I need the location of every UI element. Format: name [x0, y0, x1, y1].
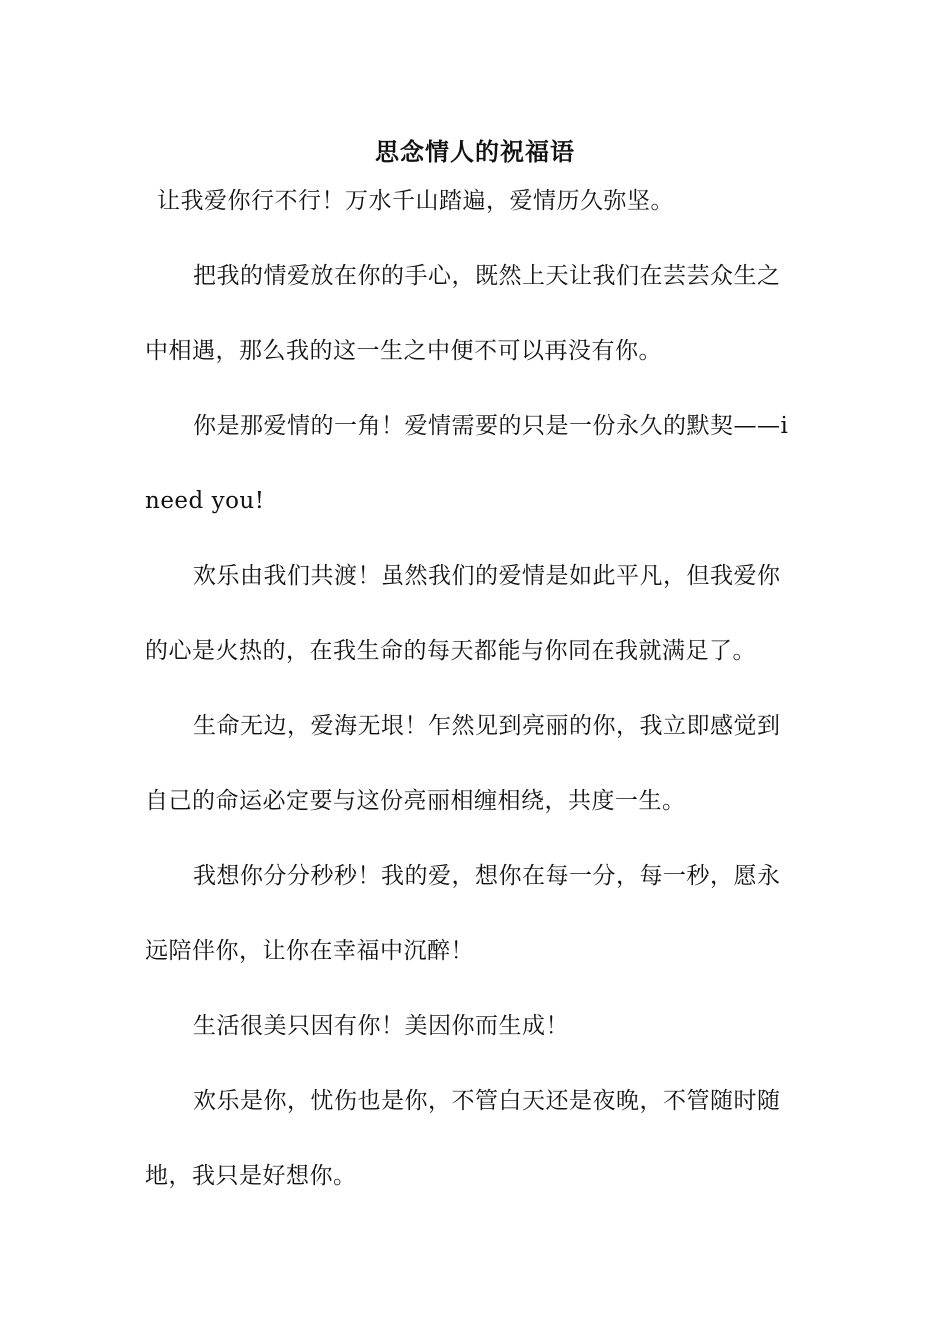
text-line: 中相遇，那么我的这一生之中便不可以再没有你。	[145, 338, 662, 364]
text-line: 欢乐由我们共渡！虽然我们的爱情是如此平凡，但我爱你	[193, 563, 781, 589]
text-line: 把我的情爱放在你的手心，既然上天让我们在芸芸众生之	[193, 263, 781, 289]
text-line: 我想你分分秒秒！我的爱，想你在每一分，每一秒，愿永	[193, 863, 781, 889]
text-line: need you!	[145, 488, 265, 514]
text-line: 自己的命运必定要与这份亮丽相缠相绕，共度一生。	[145, 788, 686, 814]
text-line: 你是那爱情的一角！爱情需要的只是一份永久的默契——i	[193, 413, 789, 439]
document-title: 思念情人的祝福语	[375, 138, 575, 166]
text-line: 欢乐是你，忧伤也是你，不管白天还是夜晚，不管随时随	[193, 1088, 781, 1114]
text-line: 的心是火热的，在我生命的每天都能与你同在我就满足了。	[145, 638, 756, 664]
text-line: 地，我只是好想你。	[145, 1163, 357, 1189]
text-line: 生活很美只因有你！美因你而生成！	[193, 1013, 569, 1039]
text-line: 远陪伴你，让你在幸福中沉醉！	[145, 938, 474, 964]
text-line: 生命无边，爱海无垠！乍然见到亮丽的你，我立即感觉到	[193, 713, 781, 739]
text-line: 让我爱你行不行！万水千山踏遍，爱情历久弥坚。	[157, 188, 674, 214]
